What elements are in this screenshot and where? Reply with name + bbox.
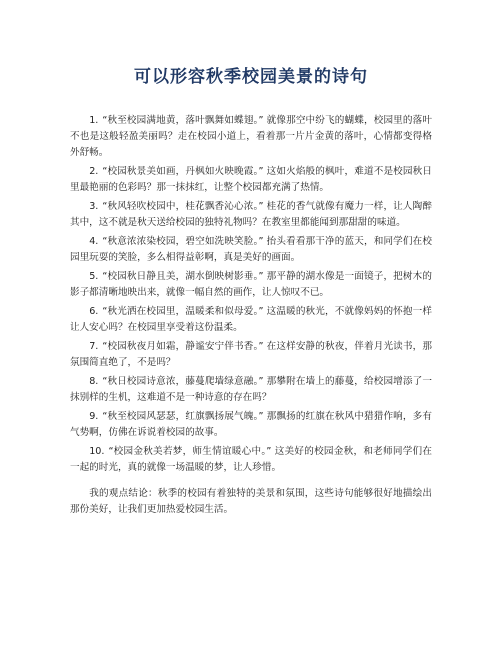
- poem-item: [70, 444, 432, 476]
- poem-item: [70, 234, 432, 266]
- conclusion-paragraph: 我的观点结论：秋季的校园有着独特的美景和氛围，这些诗句能够很好地描绘出那份美好，让我们更加热爱校园生活。: [70, 488, 432, 515]
- poem-item-text: “校园秋日静且美，湖水倒映树影垂。” 那平静的湖水像是一面镜子，把树木的影子都清晰地映出来，就像一幅自然的画作，让人惊叹不已。: [70, 271, 432, 298]
- poem-item: [70, 339, 432, 371]
- document-title: 可以形容秋季校园美景的诗句: [134, 67, 368, 87]
- poem-item-number: 7.: [89, 341, 99, 352]
- poem-item-number: 3.: [89, 201, 99, 212]
- poem-item-text: “秋至校园风瑟瑟，红旗飘扬展气魄。” 那飘扬的红旗在秋风中猎猎作响，多有气势啊，仿佛在诉说着校园的故事。: [70, 411, 432, 438]
- poem-item-text: “秋意浓浓染校园，碧空如洗映笑脸。” 抬头看看那干净的蓝天，和同学们在校园里玩耍的笑脸，多么相得益彰啊，真是美好的画面。: [70, 236, 432, 263]
- poem-item-text: “校园秋景美如画，丹枫如火映晚霞。” 这如火焰般的枫叶，难道不是校园秋日里最艳丽的色彩吗？那一抹抹红，让整个校园都充满了热情。: [70, 166, 432, 193]
- poem-item: [70, 269, 432, 301]
- poem-item: [70, 199, 432, 231]
- poem-item-number: 4.: [89, 236, 99, 247]
- poem-item-number: 2.: [89, 166, 99, 177]
- poem-item-text: “秋至校园满地黄，落叶飘舞如蝶翅。” 就像那空中纷飞的蝴蝶，校园里的落叶不也是这般轻盈美丽吗？走在校园小道上，看着那一片片金黄的落叶，心情都变得格外舒畅。: [70, 115, 432, 158]
- poem-item-number: 8.: [89, 376, 99, 387]
- poem-item-text: “秋日校园诗意浓，藤蔓爬墙绿意融。” 那攀附在墙上的藤蔓，给校园增添了一抹别样的生机，这难道不是一种诗意的存在吗？: [70, 376, 432, 403]
- poem-item: [70, 113, 432, 161]
- poem-item-number: 9.: [89, 411, 99, 422]
- poem-item: [70, 409, 432, 441]
- poem-item-text: “秋光洒在校园里，温暖柔和似母爱。” 这温暖的秋光，不就像妈妈的怀抱一样让人安心吗？在校园里享受着这份温柔。: [70, 306, 432, 333]
- poem-item: [70, 304, 432, 336]
- poem-item: [70, 374, 432, 406]
- poem-item-number: 5.: [89, 271, 99, 282]
- poem-item-text: “秋风轻吹校园中，桂花飘香沁心浓。” 桂花的香气就像有魔力一样，让人陶醉其中，这不就是秋天送给校园的独特礼物吗？在教室里都能闻到那甜甜的味道。: [70, 201, 432, 228]
- poem-item-number: 1.: [89, 115, 99, 126]
- poem-item: [70, 164, 432, 196]
- poem-item-number: 6.: [89, 306, 99, 317]
- poem-item-number: 10.: [89, 446, 105, 457]
- poem-item-text: “校园金秋美若梦，师生情谊暖心中。” 这美好的校园金秋，和老师同学们在一起的时光，真的就像一场温暖的梦，让人珍惜。: [70, 446, 432, 473]
- poem-list: [70, 113, 432, 476]
- poem-item-text: “校园秋夜月如霜，静谧安宁伴书香。” 在这样安静的秋夜，伴着月光读书，那氛围简直绝了，不是吗？: [70, 341, 432, 368]
